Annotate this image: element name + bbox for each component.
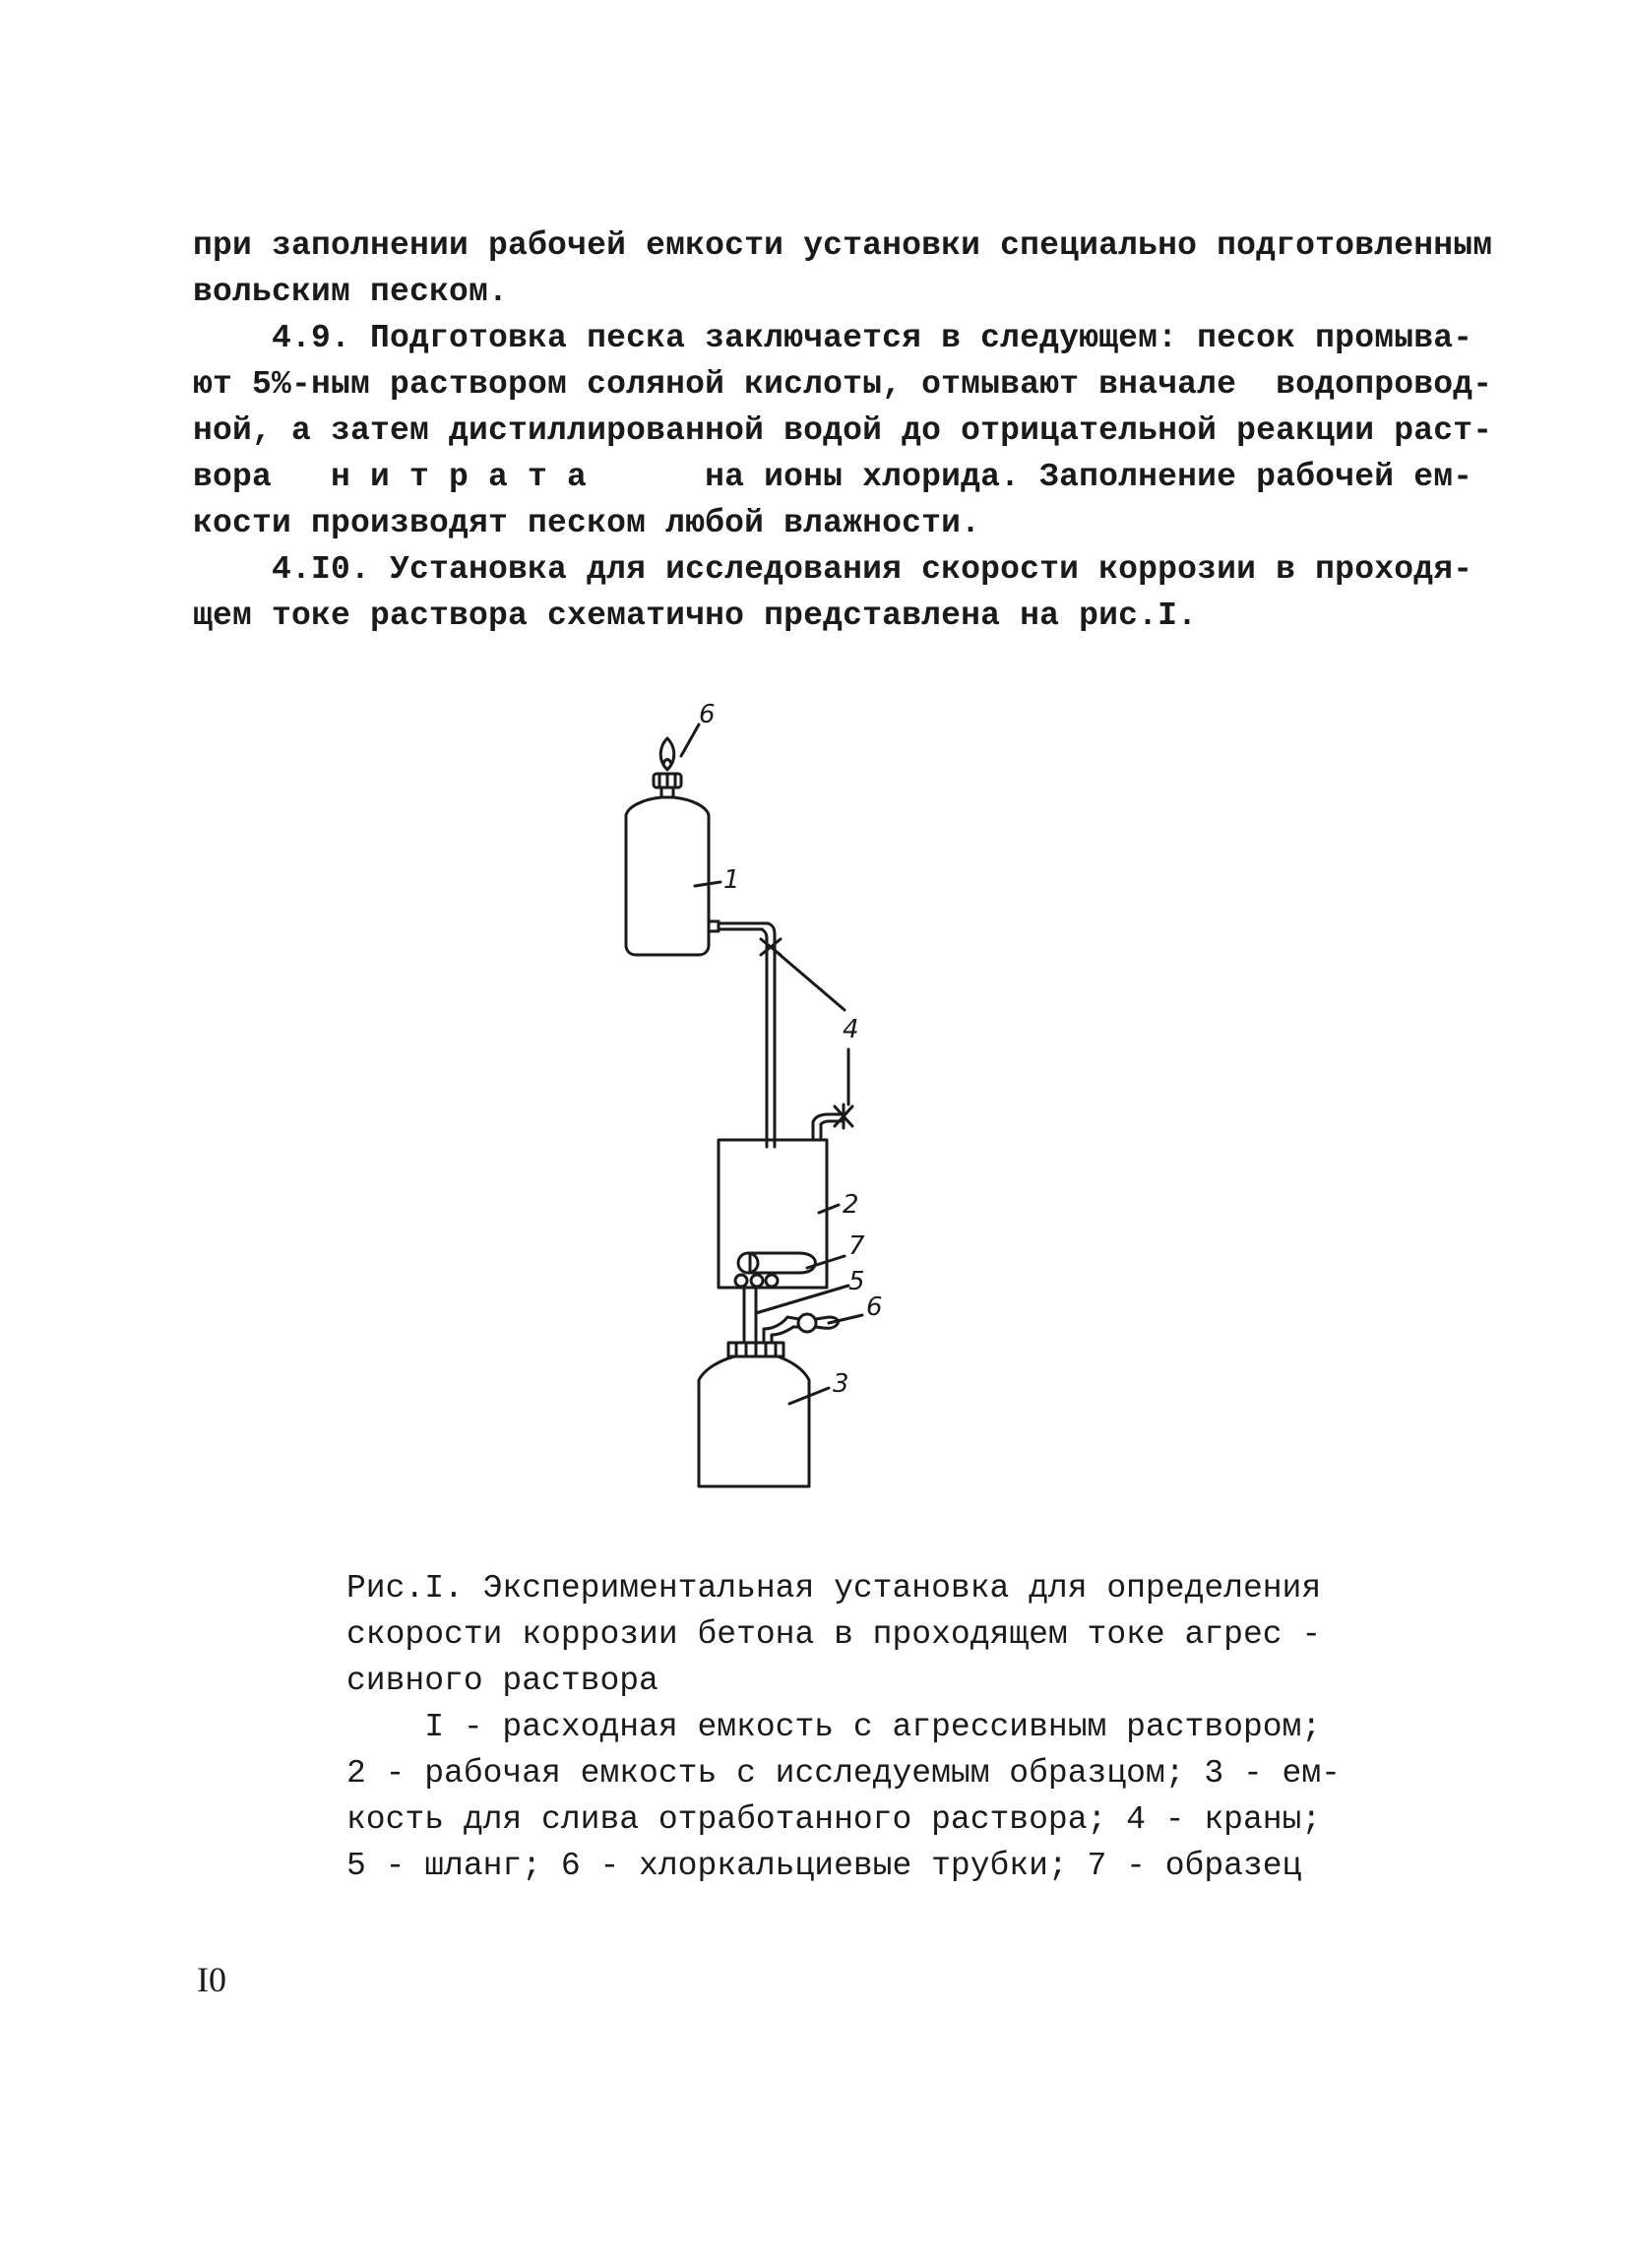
supply-pipe: [709, 921, 775, 1147]
label-sample: 7: [848, 1231, 865, 1261]
text-line: вольским песком.: [193, 274, 509, 310]
text-line: вора н и т р а т а на ионы хлорида. Заполнение рабочей ем-: [193, 459, 1473, 495]
caption-line: Рис.I. Экспериментальная установка для определения: [346, 1570, 1322, 1606]
label-side-tube: 6: [866, 1292, 883, 1322]
outlet-valve: [813, 1104, 852, 1140]
label-leader: [819, 1205, 839, 1213]
text-line: 4.I0. Установка для исследования скорости коррозии в проходя-: [193, 551, 1473, 588]
sample: [735, 1253, 815, 1287]
caption-line: сивного раствора: [346, 1663, 658, 1699]
supply-vessel: [626, 797, 709, 955]
label-leader: [695, 882, 720, 886]
label-valves: 4: [843, 1015, 859, 1044]
legend-line: 5 - шланг; 6 - хлоркальциевые трубки; 7 - образец: [346, 1848, 1302, 1884]
body-text: [193, 222, 1493, 639]
label-working-vessel: 2: [843, 1190, 859, 1220]
legend-line: кость для слива отработанного раствора; 4 - краны;: [346, 1801, 1322, 1838]
label-drain-vessel: 3: [833, 1369, 849, 1399]
caption-line: скорости коррозии бетона в проходящем токе агрес -: [346, 1616, 1322, 1653]
diagram-svg: [571, 699, 1043, 1496]
label-leader: [681, 724, 699, 756]
hose: [744, 1288, 756, 1343]
text-line: щем токе раствора схематично представлена на рис.I.: [193, 598, 1198, 634]
label-hose: 5: [848, 1267, 865, 1296]
text-line: кости производят песком любой влажности.: [193, 505, 981, 541]
legend-line: I - расходная емкость с агрессивным раствором;: [346, 1709, 1322, 1745]
apparatus-diagram: [571, 699, 1043, 1496]
figure-caption: [346, 1565, 1341, 1889]
text-line: при заполнении рабочей емкости установки специально подготовленным: [193, 227, 1493, 264]
page-number: I0: [197, 1960, 226, 1999]
top-tube: [654, 738, 681, 797]
legend-line: 2 - рабочая емкость с исследуемым образцом; 3 - ем-: [346, 1755, 1341, 1792]
label-top-tube: 6: [699, 700, 716, 729]
side-tube: [764, 1314, 839, 1343]
text-line: ной, а затем дистиллированной водой до отрицательной реакции раст-: [193, 412, 1493, 449]
label-supply-vessel: 1: [723, 865, 740, 895]
stopper: [728, 1343, 783, 1356]
drain-vessel: [699, 1356, 809, 1486]
text-line: ют 5%-ным раствором соляной кислоты, отмывают вначале водопровод-: [193, 366, 1493, 403]
label-leader: [778, 953, 845, 1010]
label-leader: [756, 1286, 848, 1313]
text-line: 4.9. Подготовка песка заключается в следующем: песок промыва-: [193, 320, 1473, 356]
